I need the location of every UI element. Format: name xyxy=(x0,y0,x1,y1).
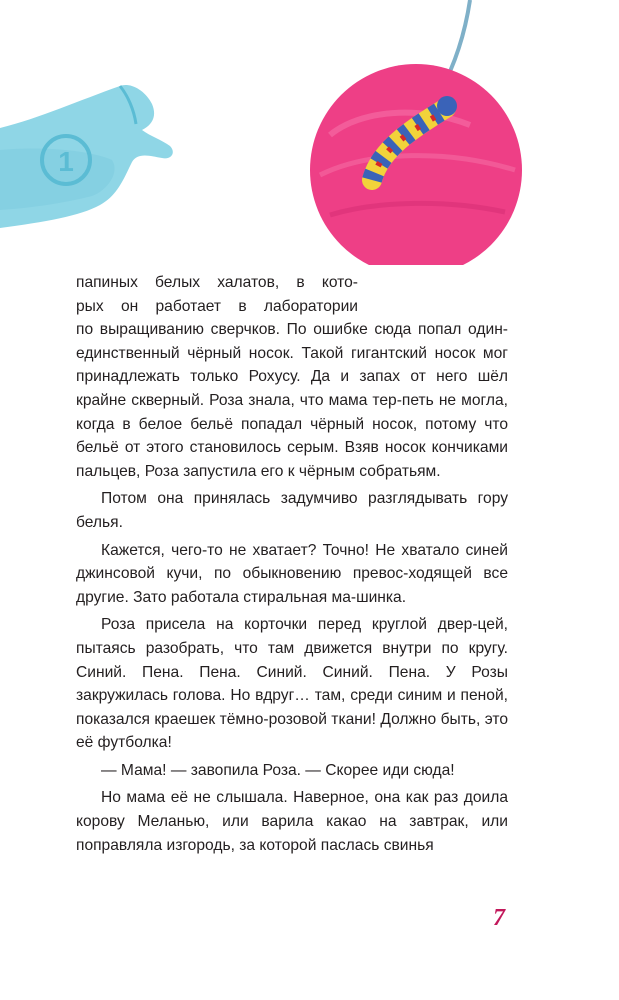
glove-number: 1 xyxy=(58,146,74,177)
rubber-glove-image xyxy=(0,85,173,228)
story-text xyxy=(76,271,508,861)
paragraph: по выращиванию сверчков. По ошибке сюда попал один-единственный чёрный носок. Такой гигантский носок мог принадлежать только Рохусу. Да и запах от него шёл крайне скверный. Роза знала, что мама тер-петь не могла, когда в белое бельё попадал чёрный носок, потому что бельё от этого становилось серым. Взяв носок кончиками пальцев, Роза запустила его к чёрным собратьям. xyxy=(76,321,508,480)
dialogue-line: — Мама! — завопила Роза. — Скорее иди сюда! xyxy=(101,761,455,779)
illustration xyxy=(0,0,619,265)
paragraph: Роза присела на корточки перед круглой двер-цей, пытаясь разобрать, что там движется внутри по кругу. Синий. Пена. Пена. Синий. Синий. Пена. У Розы закружилась голова. Но вдруг… там, среди синим и пеной, показался краешек тёмно-розовой ткани! Должно быть, это её футболка! xyxy=(76,616,508,752)
paragraph: Но мама её не слышала. Наверное, она как раз доила корову Меланью, или варила какао на завтрак, или поправляла изгородь, за которой паслась свинья xyxy=(76,789,508,854)
pink-ball-image xyxy=(310,64,522,265)
text-line: рых он работает в лаборатории xyxy=(76,297,358,315)
paragraph: Потом она принялась задумчиво разглядывать гору белья. xyxy=(76,490,508,531)
paragraph: Кажется, чего-то не хватает? Точно! Не хватало синей джинсовой кучи, по обыкновению превос-ходящей все другие. Зато работала стиральная ма-шинка. xyxy=(76,541,508,606)
page-number: 7 xyxy=(493,905,505,931)
text-line: папиных белых халатов, в кото- xyxy=(76,274,358,291)
